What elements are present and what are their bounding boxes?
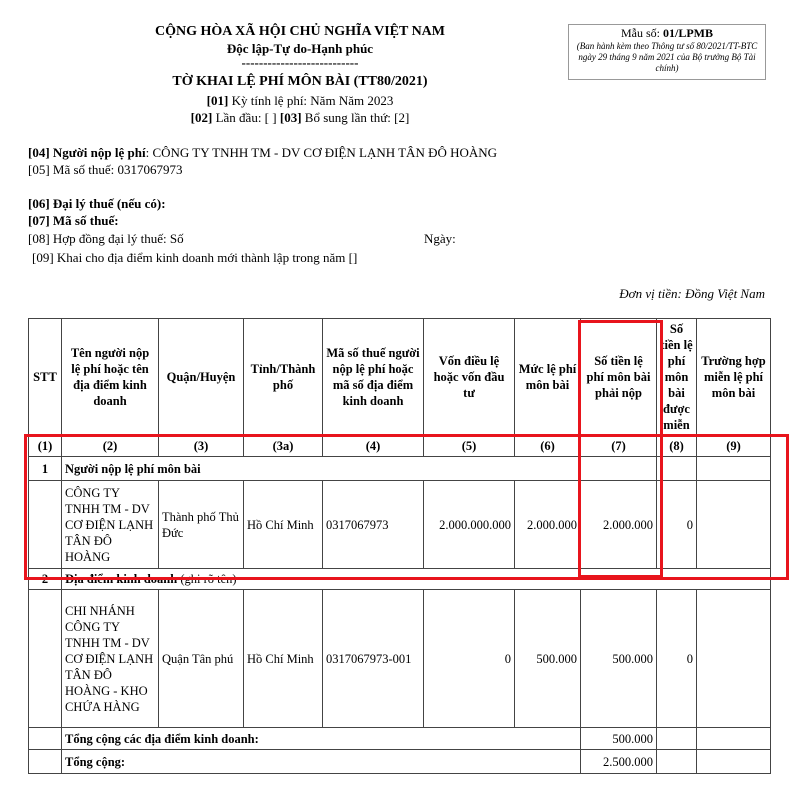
code-1: (1) <box>29 436 62 457</box>
row1-province: Hồ Chí Minh <box>244 481 323 569</box>
contract-date: Ngày: <box>424 231 456 246</box>
subtotal-stt <box>29 728 62 750</box>
section-1-empty-9 <box>697 457 771 481</box>
supp-text: Bổ sung lần thứ: [2] <box>301 110 410 125</box>
subtotal-empty-8 <box>657 728 697 750</box>
form-code-value: 01/LPMB <box>663 26 713 40</box>
row1-rate: 2.000.000 <box>515 481 581 569</box>
form-code-label: Mẫu số: <box>621 26 663 40</box>
first-text: Lần đầu: [ ] <box>212 110 280 125</box>
code-6: (6) <box>515 436 581 457</box>
row2-name: CHI NHÁNH CÔNG TY TNHH TM - DV CƠ ĐIỆN LẠNH TÂN ĐÔ HOÀNG - KHO CHỨA HÀNG <box>62 590 159 728</box>
agent-line: [06] Đại lý thuế (nếu có): <box>28 196 166 211</box>
supp-code: [03] <box>279 110 302 125</box>
row1-name: CÔNG TY TNHH TM - DV CƠ ĐIỆN LẠNH TÂN ĐÔ HOÀNG <box>62 481 159 569</box>
motto-underline: --------------------------- <box>241 55 359 70</box>
section-1-label: Người nộp lệ phí môn bài <box>62 457 581 481</box>
code-2: (2) <box>62 436 159 457</box>
row1-tax-code: 0317067973 <box>323 481 424 569</box>
col-province: Tỉnh/Thành phố <box>244 319 323 436</box>
declare-line: [09] Khai cho địa điểm kinh doanh mới thành lập trong năm [] <box>32 250 358 265</box>
row2-province: Hồ Chí Minh <box>244 590 323 728</box>
col-name: Tên người nộp lệ phí hoặc tên địa điểm kinh doanh <box>62 319 159 436</box>
col-capital: Vốn điều lệ hoặc vốn đầu tư <box>424 319 515 436</box>
country-title: CỘNG HÒA XÃ HỘI CHỦ NGHĨA VIỆT NAM <box>154 24 445 39</box>
total-value: 2.500.000 <box>581 750 657 774</box>
code-3: (3) <box>159 436 244 457</box>
row2-district: Quận Tân phú <box>159 590 244 728</box>
code-8: (8) <box>657 436 697 457</box>
payer-line <box>28 145 497 161</box>
code-3a: (3a) <box>244 436 323 457</box>
total-row <box>29 750 771 774</box>
motto: Độc lập-Tự do-Hạnh phúc <box>226 41 374 56</box>
col-exempt-case: Trường hợp miễn lệ phí môn bài <box>697 319 771 436</box>
total-label: Tổng cộng: <box>62 750 581 774</box>
section-2-note: (ghi rõ tên) <box>177 572 237 586</box>
table-row <box>29 481 771 569</box>
period-code: [01] <box>206 93 229 108</box>
row1-exempt: 0 <box>657 481 697 569</box>
payer-value: : CÔNG TY TNHH TM - DV CƠ ĐIỆN LẠNH TÂN ĐÔ HOÀNG <box>145 145 498 160</box>
header-row <box>29 319 771 436</box>
first-supp-line <box>100 110 500 126</box>
section-1-empty-7 <box>581 457 657 481</box>
row2-payable: 500.000 <box>581 590 657 728</box>
row1-payable: 2.000.000 <box>581 481 657 569</box>
form-code-box <box>568 24 766 80</box>
period-text: Kỳ tính lệ phí: Năm Năm 2023 <box>228 93 394 108</box>
form-code <box>569 28 765 39</box>
section-1-row <box>29 457 771 481</box>
currency-unit: Đơn vị tiền: Đồng Việt Nam <box>619 286 765 301</box>
row1-district: Thành phố Thủ Đức <box>159 481 244 569</box>
row2-capital: 0 <box>424 590 515 728</box>
row2-exempt-case <box>697 590 771 728</box>
contract-line: [08] Hợp đồng đại lý thuế: Số <box>28 231 184 246</box>
subtotal-empty-9 <box>697 728 771 750</box>
payer-label: [04] Người nộp lệ phí <box>28 145 146 160</box>
form-title: TỜ KHAI LỆ PHÍ MÔN BÀI (TT80/2021) <box>172 74 428 89</box>
row1-stt <box>29 481 62 569</box>
row2-stt <box>29 590 62 728</box>
subtotal-row <box>29 728 771 750</box>
section-1-empty-8 <box>657 457 697 481</box>
code-row <box>29 436 771 457</box>
row2-rate: 500.000 <box>515 590 581 728</box>
row1-capital: 2.000.000.000 <box>424 481 515 569</box>
total-empty-9 <box>697 750 771 774</box>
section-2-row <box>29 569 771 590</box>
form-note: (Ban hành kèm theo Thông tư số 80/2021/TT-BTC ngày 29 tháng 9 năm 2021 của Bộ trưởng Bộ Tài chính) <box>576 41 758 73</box>
period-line <box>100 93 500 109</box>
section-2-cell <box>62 569 771 590</box>
code-4: (4) <box>323 436 424 457</box>
section-2-label: Địa điểm kinh doanh <box>65 572 178 586</box>
table-row <box>29 590 771 728</box>
col-stt: STT <box>29 319 62 436</box>
first-code: [02] <box>190 110 213 125</box>
tax-code-line: [05] Mã số thuế: 0317067973 <box>28 162 183 177</box>
total-stt <box>29 750 62 774</box>
col-district: Quận/Huyện <box>159 319 244 436</box>
subtotal-value: 500.000 <box>581 728 657 750</box>
code-9: (9) <box>697 436 771 457</box>
col-exempt: Số tiền lệ phí môn bài được miễn <box>657 319 697 436</box>
row1-exempt-case <box>697 481 771 569</box>
col-rate: Mức lệ phí môn bài <box>515 319 581 436</box>
col-payable: Số tiền lệ phí môn bài phải nộp <box>581 319 657 436</box>
code-5: (5) <box>424 436 515 457</box>
agent-tax-line: [07] Mã số thuế: <box>28 213 119 228</box>
row2-tax-code: 0317067973-001 <box>323 590 424 728</box>
col-tax-code: Mã số thuế người nộp lệ phí hoặc mã số địa điểm kinh doanh <box>323 319 424 436</box>
section-2-stt: 2 <box>29 569 62 590</box>
section-1-stt: 1 <box>29 457 62 481</box>
code-7: (7) <box>581 436 657 457</box>
total-empty-8 <box>657 750 697 774</box>
fee-table <box>28 318 771 774</box>
subtotal-label: Tổng cộng các địa điểm kinh doanh: <box>62 728 581 750</box>
row2-exempt: 0 <box>657 590 697 728</box>
